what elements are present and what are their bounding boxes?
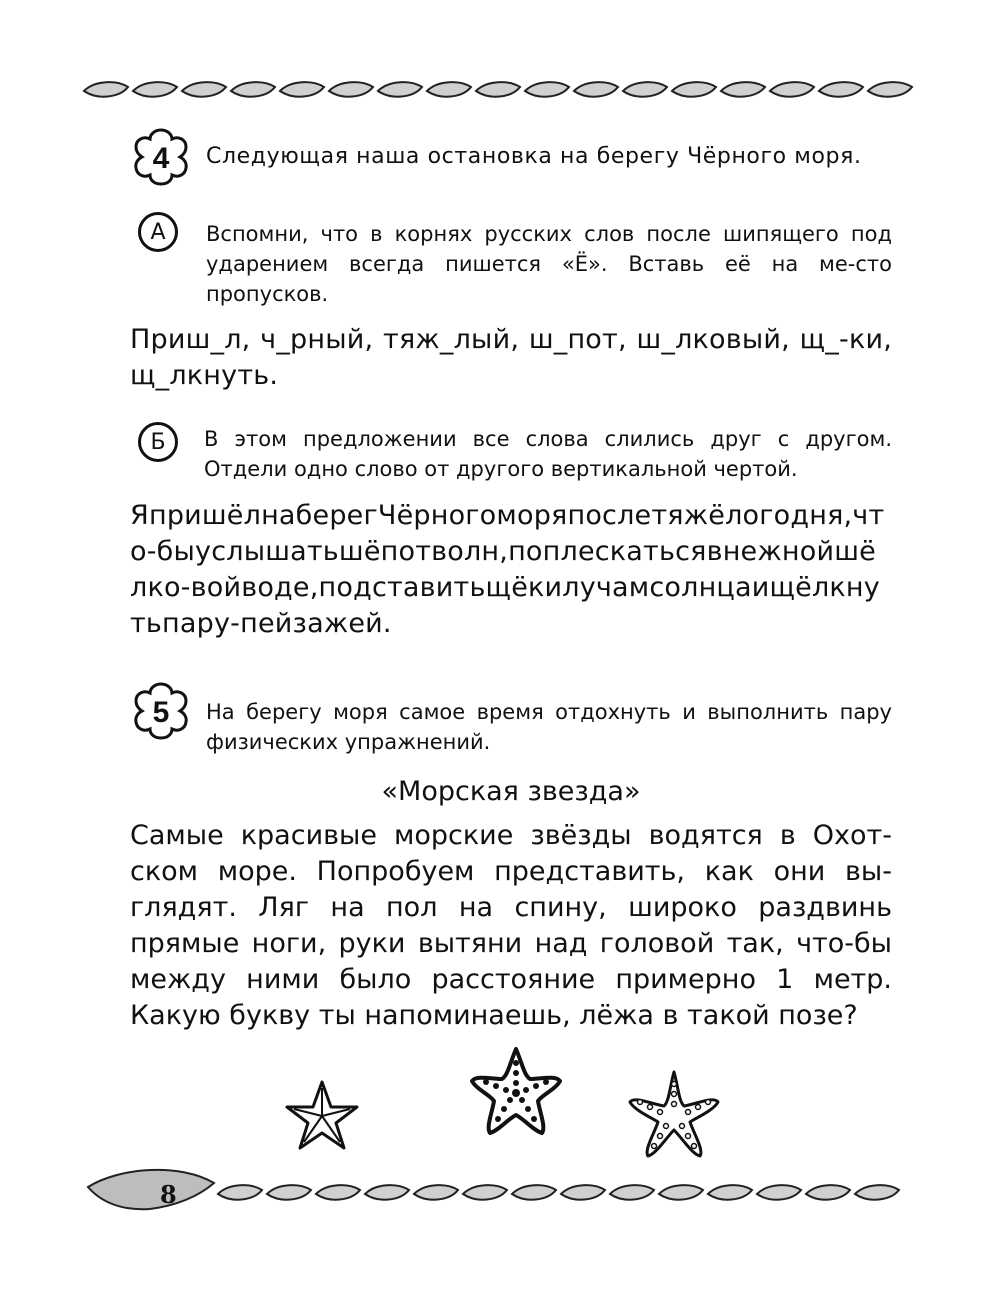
leaf-border-icon <box>806 1185 850 1200</box>
leaf-border-icon <box>329 82 373 97</box>
leaf-border-icon <box>855 1185 899 1200</box>
leaf-border-icon <box>133 82 177 97</box>
starfish-icon <box>282 1078 362 1158</box>
leaf-border-icon <box>476 82 520 97</box>
leaf-border-icon <box>427 82 471 97</box>
leaf-border-icon <box>182 82 226 97</box>
leaf-border-icon <box>708 1185 752 1200</box>
part-b-exercise: ЯпришёлнаберегЧёрногоморяпослетяжёлогодня,что-быуслышатьшёпотволн,поплескатьсявнежнойшёлко-войводе,подставитьщёкилучамсолнцаищёлкнутьпару-пейзажей. <box>130 500 885 639</box>
leaf-border-icon <box>757 1185 801 1200</box>
part-b-instruction: В этом предложении все слова слились друг с другом. Отдели одно слово от другого вертикальной чертой. <box>204 427 892 481</box>
leaf-border-icon <box>267 1185 311 1200</box>
leaf-border-icon <box>378 82 422 97</box>
leaf-border-icon <box>512 1185 556 1200</box>
starfish-icon <box>626 1068 722 1164</box>
task4-intro: Следующая наша остановка на берегу Чёрного моря. <box>206 144 862 169</box>
leaf-border-icon <box>218 1185 262 1200</box>
part-a-exercise: Приш_л, ч_рный, тяж_лый, ш_пот, ш_лковый, щ_-ки, щ_лкнуть. <box>130 324 892 391</box>
leaf-border-icon <box>770 82 814 97</box>
flower-badge-icon <box>128 678 194 744</box>
leaf-border-icon <box>231 82 275 97</box>
leaf-border-icon <box>414 1185 458 1200</box>
part-b-letter: Б <box>150 429 166 455</box>
task5-title: «Морская звезда» <box>381 776 641 807</box>
bottom-leaf-border <box>0 1165 986 1225</box>
leaf-border-icon <box>623 82 667 97</box>
leaf-border-icon <box>316 1185 360 1200</box>
task5-text: Самые красивые морские звёзды водятся в Охот-ском море. Попробуем представить, как они вы-глядят. Ляг на пол на спину, широко раздвинь прямые ноги, руки вытяни над головой так, что-бы между ними было расстояние примерно 1 метр. Какую букву ты напоминаешь, лёжа в такой позе? <box>130 820 892 1031</box>
task5-number: 5 <box>152 696 170 729</box>
leaf-border-icon <box>721 82 765 97</box>
task4-number: 4 <box>152 142 170 175</box>
leaf-border-icon <box>659 1185 703 1200</box>
page-number: 8 <box>160 1180 177 1209</box>
leaf-border-icon <box>525 82 569 97</box>
leaf-border-icon <box>280 82 324 97</box>
part-a-instruction: Вспомни, что в корнях русских слов после шипящего под ударением всегда пишется «Ё». Вставь её на ме-сто пропусков. <box>206 222 892 306</box>
leaf-border-icon <box>819 82 863 97</box>
leaf-border-icon <box>574 82 618 97</box>
circle-badge-icon <box>138 422 178 462</box>
top-leaf-border <box>0 70 986 110</box>
starfish-icon <box>466 1043 566 1143</box>
leaf-border-icon <box>610 1185 654 1200</box>
leaf-border-icon <box>672 82 716 97</box>
task5-intro: На берегу моря самое время отдохнуть и выполнить пару физических упражнений. <box>206 700 892 754</box>
flower-badge-icon <box>128 124 194 190</box>
leaf-border-icon <box>84 82 128 97</box>
leaf-border-icon <box>868 82 912 97</box>
part-a-letter: А <box>150 219 166 245</box>
leaf-border-icon <box>463 1185 507 1200</box>
leaf-border-icon <box>365 1185 409 1200</box>
circle-badge-icon <box>138 212 178 252</box>
leaf-border-icon <box>561 1185 605 1200</box>
